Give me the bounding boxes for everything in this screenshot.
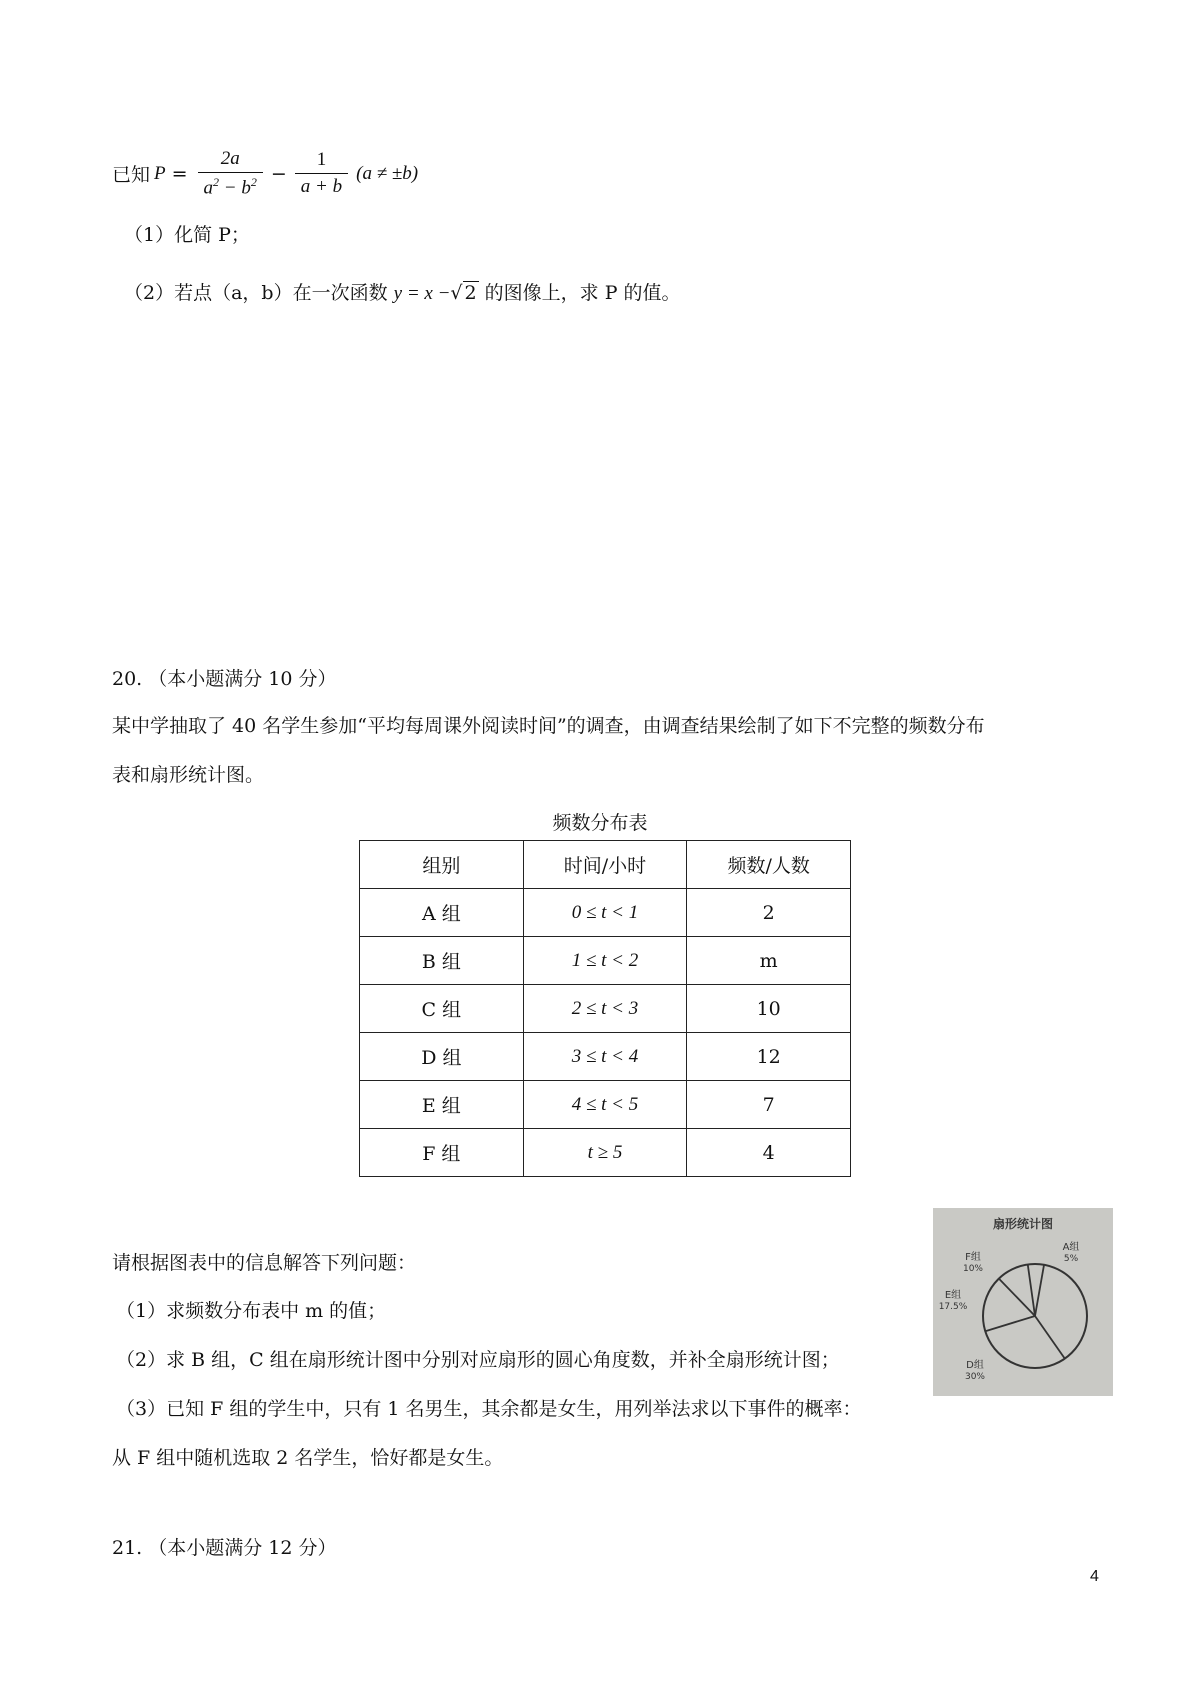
table-cell-frequency: 2	[687, 889, 851, 937]
table-row	[360, 937, 851, 985]
table-cell-group: A 组	[360, 889, 524, 937]
den-b-exp: 2	[250, 175, 257, 189]
table-row	[360, 1129, 851, 1177]
table-row	[360, 889, 851, 937]
q20-sub2: （2）求 B 组，C 组在扇形统计图中分别对应扇形的圆心角度数，并补全扇形统计图；	[116, 1349, 840, 1371]
q21-header: 21. （本小题满分 12 分）	[112, 1537, 337, 1559]
q19-sub2-prefix: （2）若点（a，b）在一次函数	[124, 282, 388, 304]
q19-sub1: （1）化简 P；	[124, 224, 250, 246]
table-cell-time: 1 ≤ t < 2	[523, 937, 687, 985]
table-row	[360, 1033, 851, 1081]
q19-intro: 已知	[112, 164, 151, 187]
pie-title: 扇形统计图	[992, 1217, 1054, 1231]
table-cell-group: F 组	[360, 1129, 524, 1177]
table-header-cell: 时间/小时	[523, 841, 687, 889]
fraction-1-denominator	[198, 173, 263, 199]
q20-sub3-line1: （3）已知 F 组的学生中，只有 1 名男生，其余都是女生，用列举法求以下事件的概率：	[116, 1398, 862, 1420]
table-cell-time: t ≥ 5	[523, 1129, 687, 1177]
q20-header: 20. （本小题满分 10 分）	[112, 668, 337, 690]
pie-slices	[983, 1264, 1087, 1368]
q19-sub2-function: y = x −	[393, 283, 451, 304]
table-cell-time: 0 ≤ t < 1	[523, 889, 687, 937]
q20-text-line2: 表和扇形统计图。	[112, 764, 265, 786]
fraction-1-numerator: 2a	[198, 148, 263, 173]
table-cell-time: 2 ≤ t < 3	[523, 985, 687, 1033]
q19-sub2-sqrt: 2	[464, 282, 477, 304]
table-cell-group: E 组	[360, 1081, 524, 1129]
pie-slice-value-label: 17.5%	[938, 1302, 968, 1312]
pie-slice-boundary	[1028, 1265, 1035, 1316]
page-number: 4	[1090, 1568, 1099, 1585]
pie-slice-value-label: 10%	[962, 1264, 984, 1274]
table-cell-time: 3 ≤ t < 4	[523, 1033, 687, 1081]
pie-slice-label: D组	[966, 1360, 984, 1371]
table-row	[360, 985, 851, 1033]
table-header-row	[360, 841, 851, 889]
table-cell-frequency: 4	[687, 1129, 851, 1177]
fraction-2-numerator: 1	[295, 149, 348, 174]
pie-slice-label: A组	[1062, 1242, 1080, 1253]
q19-sub2: （2）若点（a，b）在一次函数 y = x −√ 2 的图像上，求 P 的值。	[124, 282, 681, 304]
pie-slice-value-label: 30%	[964, 1372, 986, 1382]
q20-prompt: 请根据图表中的信息解答下列问题：	[112, 1252, 417, 1274]
pie-slice-boundary	[985, 1316, 1035, 1331]
table-cell-frequency: 10	[687, 985, 851, 1033]
table-cell-group: B 组	[360, 937, 524, 985]
q20-sub1: （1）求频数分布表中 m 的值；	[116, 1300, 387, 1322]
formula-fraction-1	[198, 148, 263, 199]
pie-slice-boundary	[1035, 1265, 1044, 1316]
formula-fraction-2	[295, 149, 348, 198]
table-header-cell: 组别	[360, 841, 524, 889]
table-row	[360, 1081, 851, 1129]
q19-sub2-suffix: 的图像上，求 P 的值。	[484, 282, 681, 304]
table-cell-group: D 组	[360, 1033, 524, 1081]
den-a-exp: 2	[213, 175, 220, 189]
table-title: 频数分布表	[552, 812, 648, 834]
den-a: a	[203, 177, 214, 199]
q19-formula	[112, 148, 418, 199]
table-cell-frequency: 12	[687, 1033, 851, 1081]
pie-slice-boundary	[1035, 1316, 1065, 1359]
q20-sub3-line2: 从 F 组中随机选取 2 名学生，恰好都是女生。	[112, 1447, 504, 1469]
pie-slice-boundary	[999, 1279, 1035, 1316]
pie-slice-label: E组	[944, 1290, 962, 1301]
frequency-table	[359, 840, 851, 1177]
pie-chart	[933, 1208, 1113, 1396]
pie-slice-value-label: 5%	[1063, 1254, 1079, 1264]
table-cell-frequency: m	[687, 937, 851, 985]
formula-eq: =	[171, 162, 188, 185]
formula-lhs: P	[154, 162, 166, 184]
formula-condition: (a ≠ ±b)	[356, 162, 419, 184]
formula-minus: −	[270, 162, 287, 185]
table-cell-frequency: 7	[687, 1081, 851, 1129]
den-b: − b	[219, 177, 251, 199]
table-cell-time: 4 ≤ t < 5	[523, 1081, 687, 1129]
fraction-2-denominator: a + b	[300, 176, 343, 198]
q20-text-line1: 某中学抽取了 40 名学生参加“平均每周课外阅读时间”的调查，由调查结果绘制了如下不完整的频数分布	[112, 715, 985, 737]
pie-chart-figure	[933, 1208, 1113, 1396]
table-header-cell: 频数/人数	[687, 841, 851, 889]
pie-slice-label: F组	[965, 1252, 981, 1263]
table-cell-group: C 组	[360, 985, 524, 1033]
